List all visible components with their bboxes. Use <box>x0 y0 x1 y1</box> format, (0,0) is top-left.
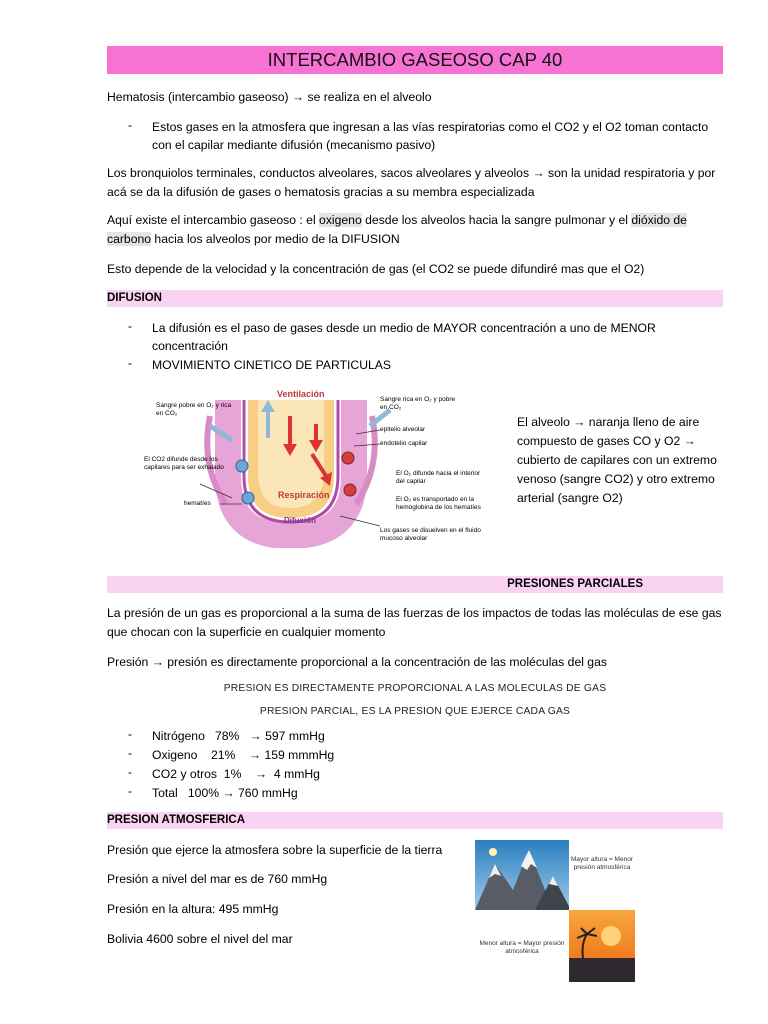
difusion-bullet-1: La difusión es el paso de gases desde un medio de MAYOR concentración a uno de MENOR concentración <box>152 321 656 353</box>
alveolo-description: El alveolo → naranja lleno de aire compuesto de gases CO y O2 → cubierto de capilares con un extremo venoso (sangre CO2) y otro extremo arterial (sangre O2) <box>517 415 717 505</box>
altitude-pressure-image <box>475 840 635 982</box>
intro-paragraph-2: Los bronquiolos terminales, conductos alveolares, sacos alveolares y alveolos → son la unidad respiratoria y por acá se da la difusión de gases o hematosis gracias a su membra especializada <box>107 166 716 199</box>
bullet-dash: - <box>128 118 133 132</box>
intro-paragraph-3 <box>107 211 723 249</box>
gas-item-oxigeno: Oxigeno 21% → 159 mmmHg <box>152 748 335 762</box>
presiones-center-1: PRESION ES DIRECTAMENTE PROPORCIONAL A LAS MOLECULAS DE GAS <box>223 683 607 694</box>
text-span: hacia los alveolos por medio de la DIFUSION <box>151 232 400 246</box>
intro-paragraph-4: Esto depende de la velocidad y la concentración de gas (el CO2 se puede difundiré mas que el O2) <box>107 262 645 276</box>
presiones-paragraph-2: Presión → presión es directamente proporcional a la concentración de las moléculas del gas <box>107 655 607 669</box>
alveolus-diagram <box>140 386 500 548</box>
presiones-center-2: PRESION PARCIAL, ES LA PRESION QUE EJERCE CADA GAS <box>259 706 571 717</box>
atmosferica-line-3: Presión en la altura: 495 mmHg <box>107 902 279 916</box>
figure-label-ventilacion: Ventilación <box>277 389 325 399</box>
figure-label-sangre-rica: Sangre rica en O₂ y pobre en CO₂ <box>380 396 456 411</box>
highlight-carbono: carbono <box>107 232 152 246</box>
figure-label-co2-difunde: El CO2 difunde desde los capilares para ser exhalado <box>144 456 224 471</box>
atmosferica-line-2: Presión a nivel del mar es de 760 mmHg <box>107 872 328 886</box>
atmosferica-line-4: Bolivia 4600 sobre el nivel del mar <box>107 932 293 946</box>
figure-label-difusion: Difusión <box>284 516 316 525</box>
section-heading-presiones-parciales: PRESIONES PARCIALES <box>107 576 723 593</box>
highlight-oxigeno: oxigeno <box>319 213 362 227</box>
section-heading-difusion: DIFUSION <box>107 290 723 307</box>
gas-item-total: Total 100% → 760 mmHg <box>152 786 298 800</box>
bullet-dash: - <box>128 319 133 333</box>
image-caption-bottom: Menor altura = Mayor presión atmosférica <box>479 940 565 955</box>
figure-label-respiracion: Respiración <box>278 490 330 500</box>
text-span: Aquí existe el intercambio gaseoso : el <box>107 213 320 227</box>
bullet-dash: - <box>128 727 133 741</box>
intro-bullet-1: Estos gases en la atmosfera que ingresan a las vías respiratorias como el CO2 y el O2 toman contacto con el capilar mediante difusión (mecanismo pasivo) <box>152 120 709 152</box>
image-caption-top: Mayor altura = Menor presión atmosférica <box>571 856 633 871</box>
figure-label-endotelio: endotelio capilar <box>380 440 428 447</box>
figure-label-gases-disuelven: Los gases se disuelven en el fluido mucoso alveolar <box>380 527 481 542</box>
atmosferica-line-1: Presión que ejerce la atmosfera sobre la superficie de la tierra <box>107 843 443 857</box>
bullet-dash: - <box>128 784 133 798</box>
page-title-text: INTERCAMBIO GASEOSO CAP 40 <box>267 49 563 70</box>
figure-label-sangre-pobre: Sangre pobre en O₂ y rica en CO₂ <box>156 402 232 417</box>
section-heading-presion-atmosferica: PRESION ATMOSFERICA <box>107 812 723 829</box>
presiones-paragraph-1: La presión de un gas es proporcional a la suma de las fuerzas de los impactos de todas las moléculas de ese gas que chocan con la superficie en cualquier momento <box>107 606 722 639</box>
gas-item-nitrogeno: Nitrógeno 78% → 597 mmHg <box>152 729 325 743</box>
bullet-dash: - <box>128 356 133 370</box>
highlight-dioxido: dióxido de <box>631 213 687 227</box>
text-span: desde los alveolos hacia la sangre pulmonar y el <box>361 213 632 227</box>
bullet-dash: - <box>128 765 133 779</box>
intro-paragraph-1: Hematosis (intercambio gaseoso) → se realiza en el alveolo <box>107 90 432 104</box>
figure-label-o2-difunde: El O₂ difunde hacia el interior del capilar <box>396 470 481 485</box>
bullet-dash: - <box>128 746 133 760</box>
figure-label-o2-transportado: El O₂ es transportado en la hemoglobina de los hematíes <box>396 496 481 511</box>
figure-label-hematies: hematíes <box>184 500 211 507</box>
difusion-bullet-2: MOVIMIENTO CINETICO DE PARTICULAS <box>152 358 392 372</box>
page-title <box>107 46 723 74</box>
gas-item-co2: CO2 y otros 1% → 4 mmHg <box>152 767 320 781</box>
figure-label-epitelio: epitelio alveolar <box>380 426 426 433</box>
